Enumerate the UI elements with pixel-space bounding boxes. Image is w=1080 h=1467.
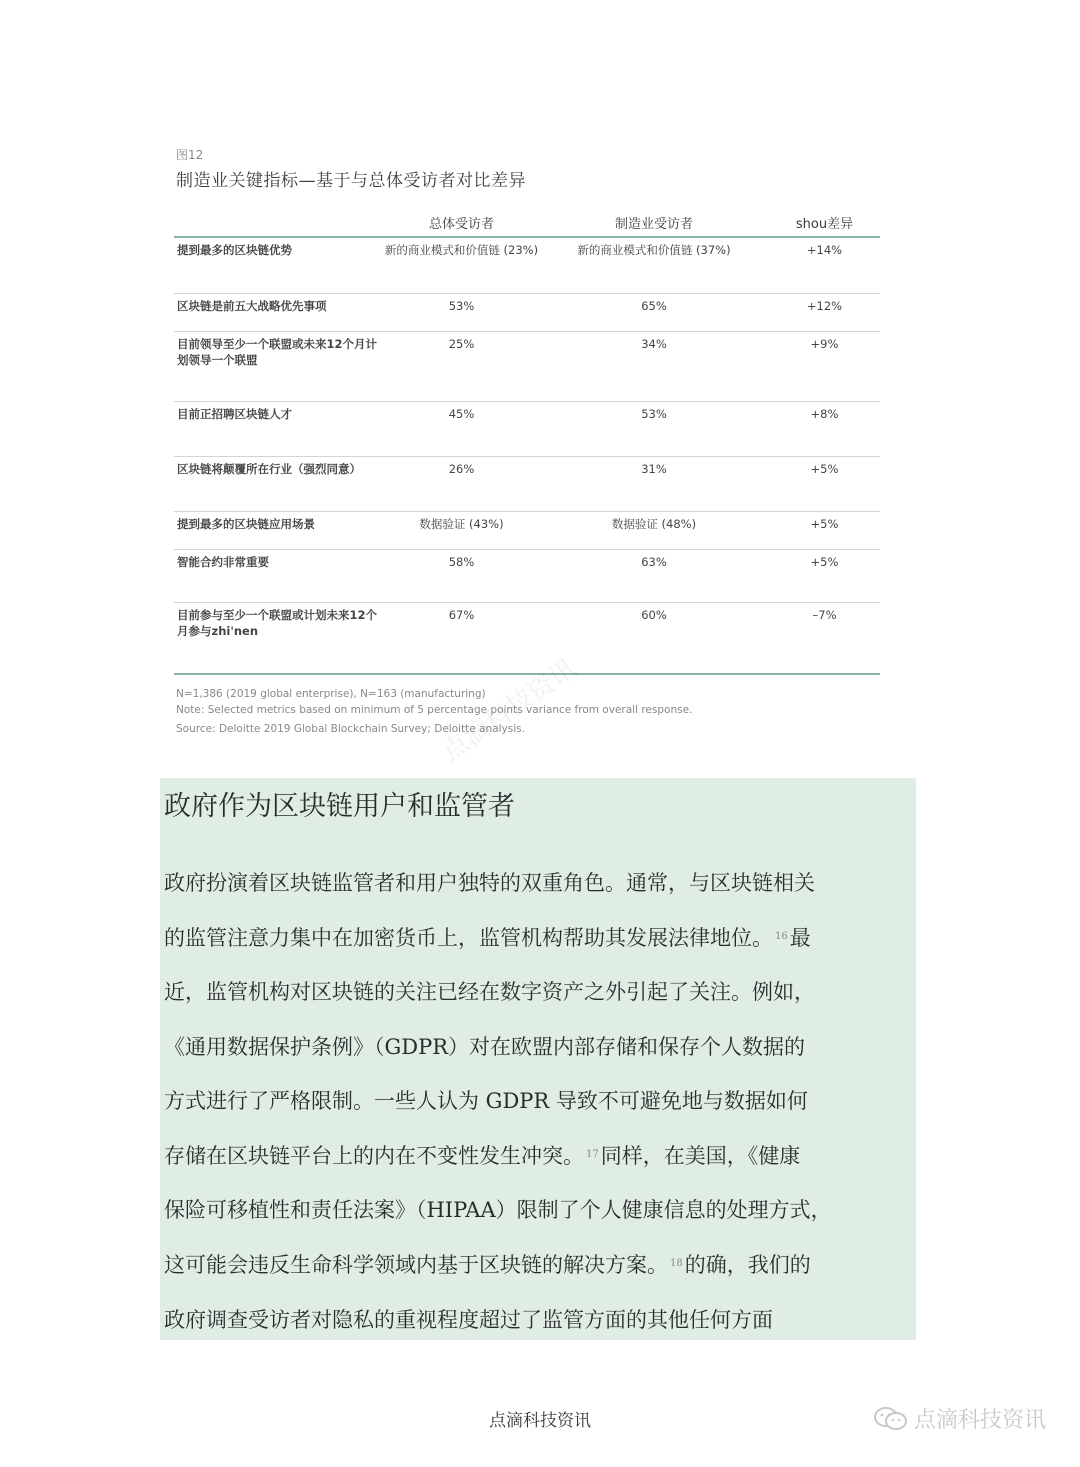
row-difference: –7% <box>812 608 837 622</box>
row-metric: 智能合约非常重要 <box>177 555 269 569</box>
section-title: 政府作为区块链用户和监管者 <box>164 791 515 822</box>
footnote-ref[interactable]: 16 <box>775 931 788 943</box>
header-overall: 总体受访者 <box>428 217 494 232</box>
row-overall: 45% <box>448 407 475 421</box>
row-metric: 目前参与至少一个联盟或计划未来12个月参与zhi'nen <box>177 608 378 638</box>
paragraph-line: 保险可移植性和责任法案》（HIPAA）限制了个人健康信息的处理方式， <box>164 1198 832 1223</box>
row-overall: 新的商业模式和价值链 (23%) <box>384 243 539 257</box>
table-header <box>174 212 880 238</box>
table-row <box>174 550 880 603</box>
row-difference: +5% <box>810 555 839 569</box>
row-manufacturing: 新的商业模式和价值链 (37%) <box>577 243 731 257</box>
metrics-table <box>174 212 880 675</box>
row-metric: 目前领导至少一个联盟或未来12个月计划领导一个联盟 <box>177 337 378 367</box>
paragraph-line: 方式进行了严格限制。一些人认为 GDPR 导致不可避免地与数据如何 <box>164 1088 808 1113</box>
row-overall: 26% <box>448 462 475 476</box>
footnote-ref[interactable]: 17 <box>586 1149 599 1161</box>
row-manufacturing: 65% <box>641 299 667 313</box>
header-manufacturing: 制造业受访者 <box>614 217 693 232</box>
row-difference: +14% <box>806 243 843 257</box>
body-paragraph <box>164 856 916 1347</box>
row-manufacturing: 31% <box>641 462 667 476</box>
paragraph-line: 存储在区块链平台上的内在不变性发生冲突。 $^{17}$同样，在美国，《健康 <box>164 1144 801 1169</box>
row-overall: 25% <box>448 337 475 351</box>
row-metric: 提到最多的区块链应用场景 <box>177 517 315 531</box>
table-row <box>174 332 880 402</box>
row-metric: 提到最多的区块链优势 <box>177 243 292 257</box>
table-row <box>174 238 880 294</box>
row-overall: 58% <box>448 555 475 569</box>
table-row <box>174 402 880 457</box>
sample-size-note: N=1,386 (2019 global enterprise), N=163 (manufacturing) <box>176 688 486 700</box>
row-manufacturing: 60% <box>641 608 667 622</box>
watermark: 点滴科技资讯 <box>436 653 582 768</box>
paragraph-line: 近，监管机构对区块链的关注已经在数字资产之外引起了关注。例如， <box>164 980 815 1005</box>
table-row <box>174 603 880 675</box>
row-manufacturing: 数据验证 (48%) <box>611 517 697 531</box>
row-overall: 53% <box>448 299 475 313</box>
row-metric: 区块链将颠覆所在行业（强烈同意） <box>177 462 361 476</box>
row-metric: 区块链是前五大战略优先事项 <box>177 299 327 313</box>
paragraph-line: 这可能会违反生命科学领域内基于区块链的解决方案。 $^{18}$的确，我们的 <box>164 1253 811 1278</box>
row-overall: 67% <box>448 608 475 622</box>
paragraph-line: 政府扮演着区块链监管者和用户独特的双重角色。通常，与区块链相关 <box>164 871 815 895</box>
footer-brand <box>874 1403 1046 1434</box>
selection-note: Note: Selected metrics based on minimum of 5 percentage points variance from overall response. <box>176 704 693 716</box>
row-overall: 数据验证 (43%) <box>419 517 504 531</box>
table-row <box>174 512 880 550</box>
paragraph-line: 《通用数据保护条例》（GDPR）对在欧盟内部存储和保存个人数据的 <box>164 1034 806 1059</box>
row-difference: +5% <box>810 517 839 531</box>
row-difference: +8% <box>810 407 839 421</box>
row-manufacturing: 34% <box>641 337 667 351</box>
row-manufacturing: 53% <box>641 407 667 421</box>
wechat-icon <box>874 1406 908 1432</box>
figure-title: 制造业关键指标—基于与总体受访者对比差异 <box>176 171 526 191</box>
paragraph-line: 的监管注意力集中在加密货币上，监管机构帮助其发展法律地位。 $^{16}$最 <box>164 926 811 951</box>
table-row <box>174 294 880 332</box>
row-metric: 目前正招聘区块链人才 <box>177 407 292 421</box>
footer-title: 点滴科技资讯 <box>489 1411 591 1431</box>
header-difference: shou差异 <box>795 217 854 232</box>
table-row <box>174 457 880 512</box>
row-manufacturing: 63% <box>641 555 667 569</box>
source-note: Source: Deloitte 2019 Global Blockchain Survey; Deloitte analysis. <box>176 723 525 735</box>
row-difference: +9% <box>810 337 839 351</box>
figure-label: 图12 <box>176 148 204 162</box>
footnote-ref[interactable]: 18 <box>670 1258 683 1270</box>
row-difference: +12% <box>806 299 843 313</box>
footer-brand-name: 点滴科技资讯 <box>913 1408 1046 1433</box>
table-notes <box>176 686 692 737</box>
row-difference: +5% <box>810 462 839 476</box>
paragraph-line: 政府调查受访者对隐私的重视程度超过了监管方面的其他任何方面 <box>164 1307 773 1332</box>
